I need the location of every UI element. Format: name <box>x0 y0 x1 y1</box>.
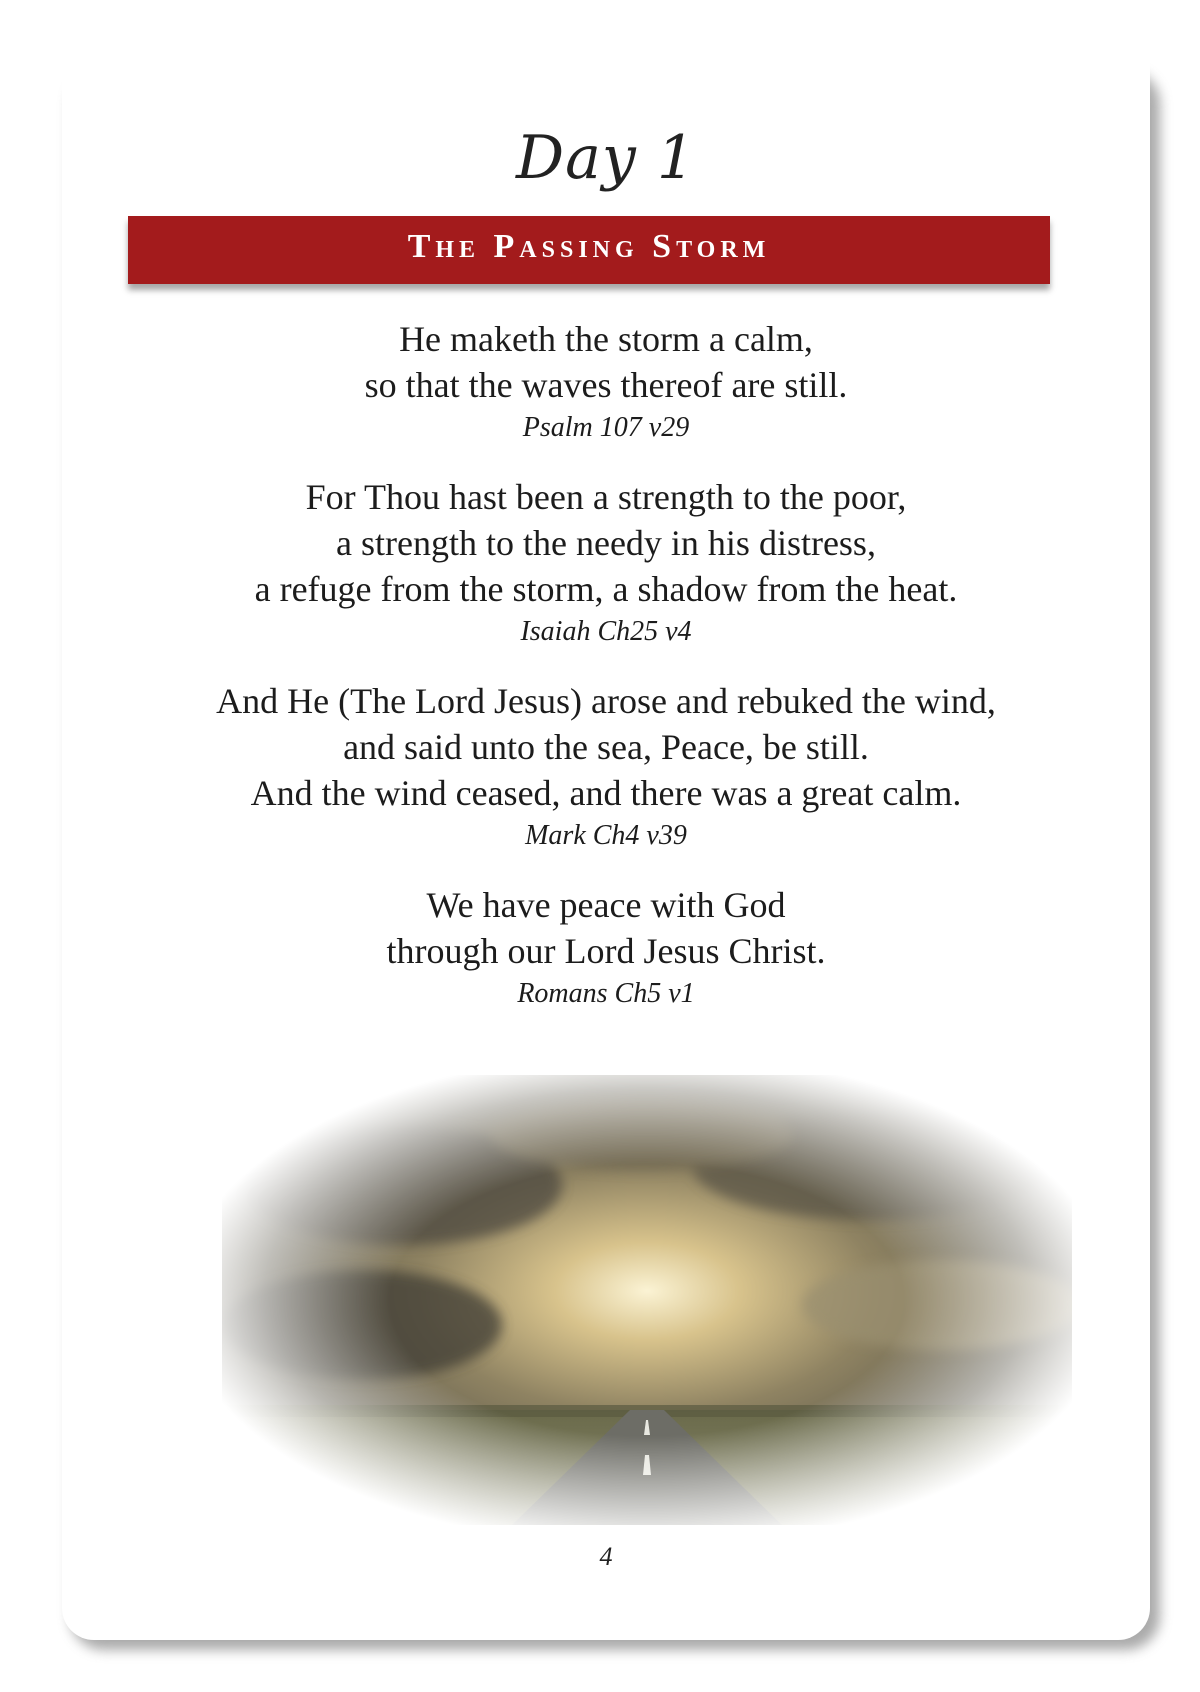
verse-reference: Romans Ch5 v1 <box>517 978 695 1009</box>
verse-line: a refuge from the storm, a shadow from the heat. <box>254 569 958 609</box>
verse-reference: Mark Ch4 v39 <box>525 820 687 851</box>
verse-line: We have peace with God <box>426 885 786 925</box>
verse-reference: Psalm 107 v29 <box>522 412 690 443</box>
verse-line: so that the waves thereof are still. <box>364 365 848 405</box>
devotion-title: The Passing Storm <box>407 228 771 265</box>
verse-reference: Isaiah Ch25 v4 <box>520 616 692 647</box>
page-number: 4 <box>599 1542 613 1571</box>
verse-line: and said unto the sea, Peace, be still. <box>343 727 869 767</box>
book-page <box>62 0 1150 1640</box>
verse-line: through our Lord Jesus Christ. <box>386 931 826 971</box>
verse-line: And He (The Lord Jesus) arose and rebuked the wind, <box>216 681 996 721</box>
verse-line: a strength to the needy in his distress, <box>336 523 876 563</box>
verses-section <box>62 316 1150 1040</box>
verse-block <box>62 474 1150 652</box>
verse-block <box>62 316 1150 448</box>
verse-block <box>62 882 1150 1014</box>
day-title: Day 1 <box>515 123 697 193</box>
storm-road-illustration <box>222 1075 1072 1525</box>
verse-line: For Thou hast been a strength to the poor, <box>305 477 907 517</box>
verse-line: And the wind ceased, and there was a great calm. <box>250 773 962 813</box>
verse-block <box>62 678 1150 856</box>
verse-line: He maketh the storm a calm, <box>399 319 813 359</box>
title-banner <box>128 216 1050 284</box>
